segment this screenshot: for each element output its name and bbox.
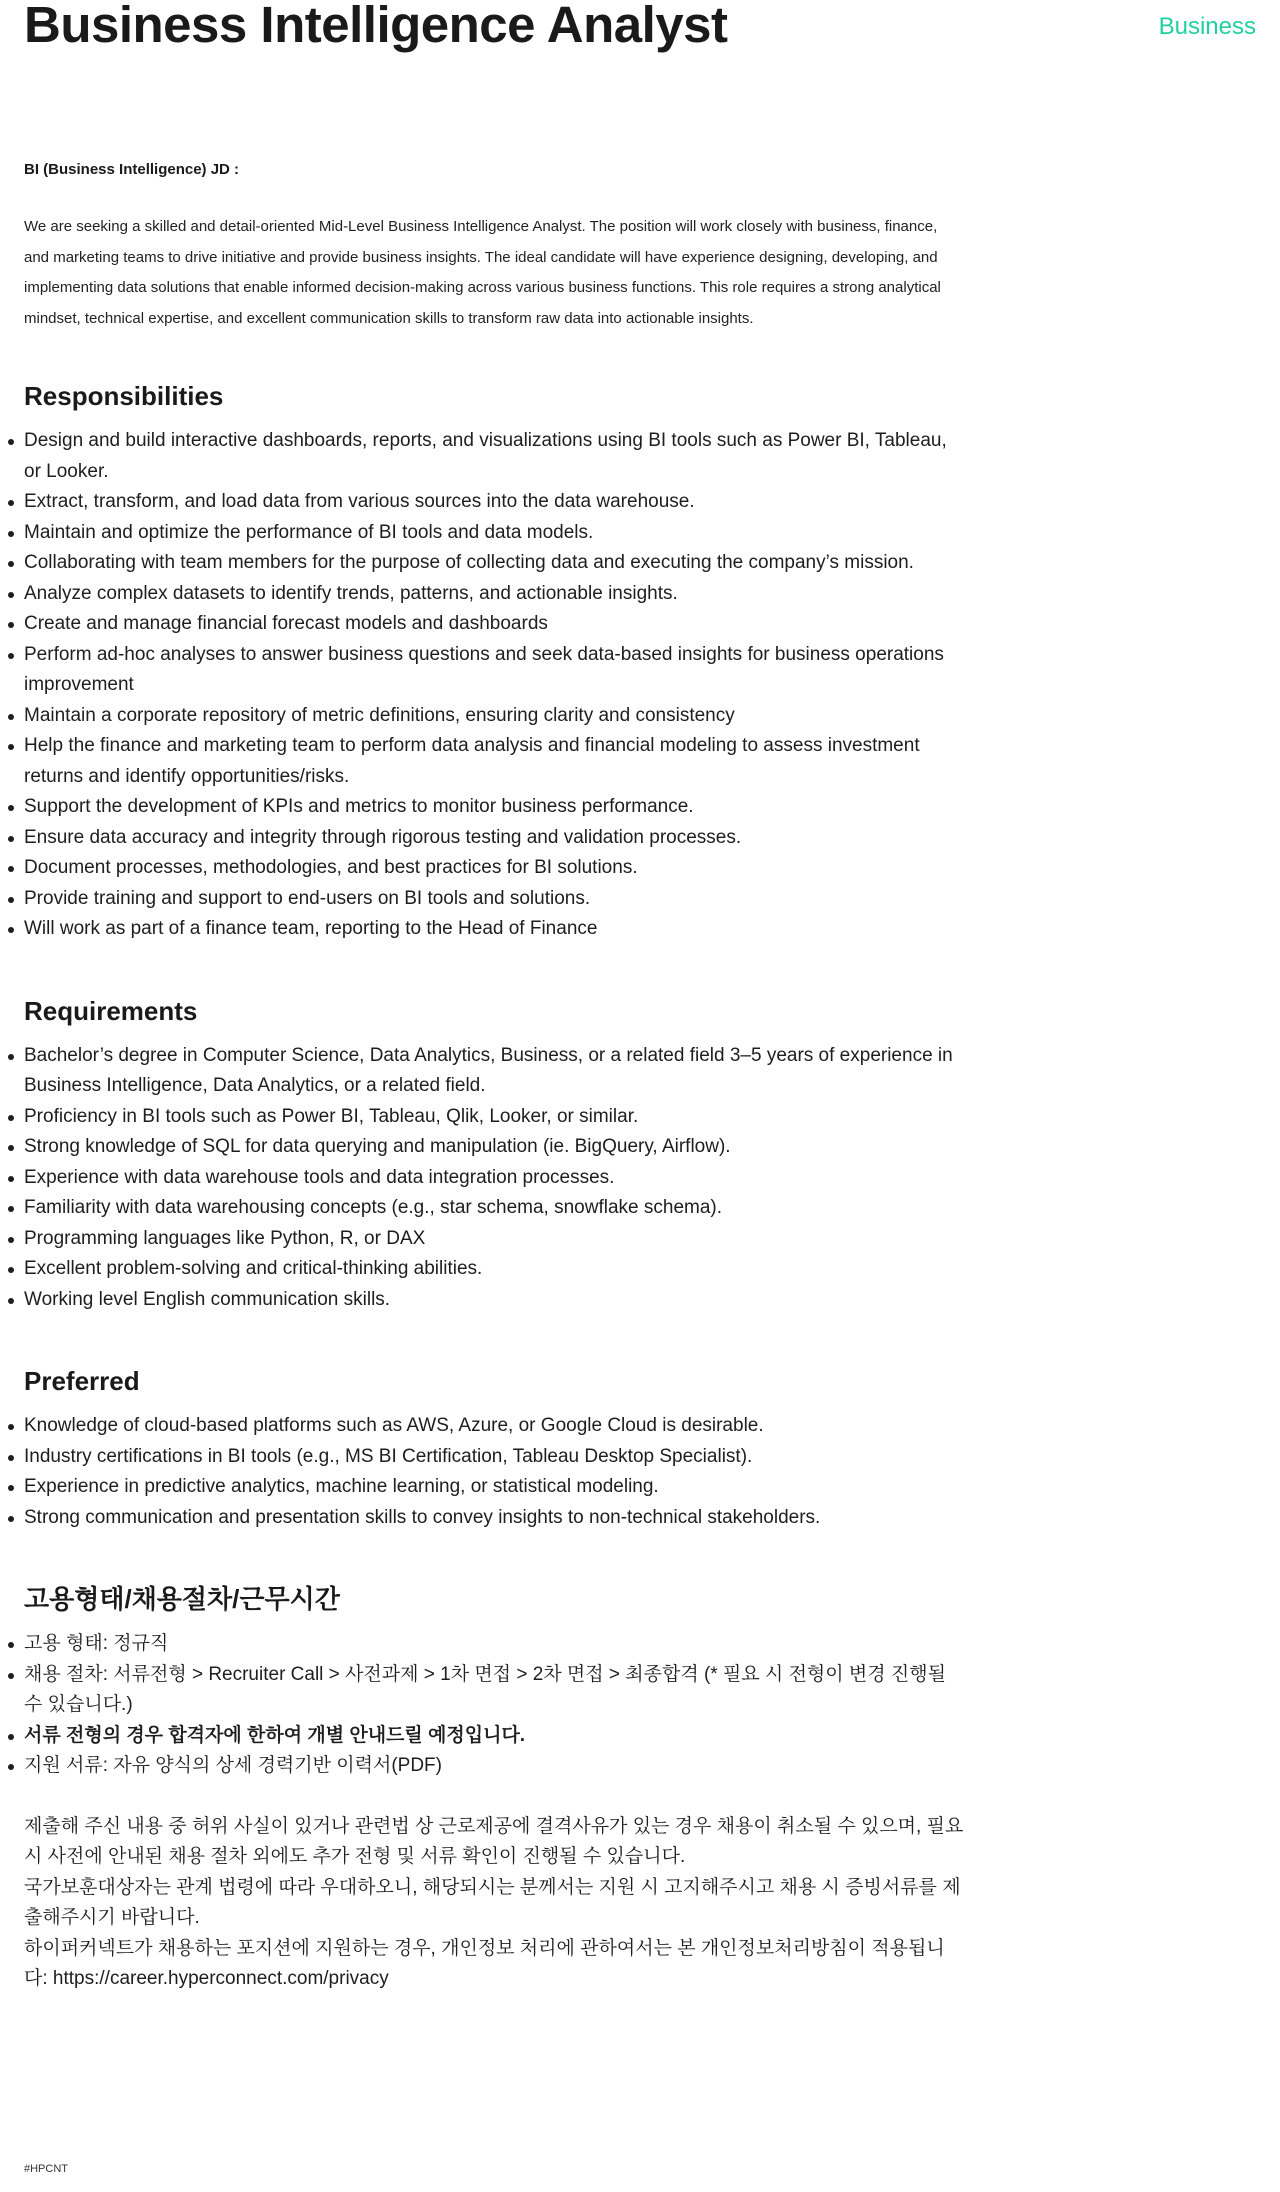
- note-paragraph: 하이퍼커넥트가 채용하는 포지션에 지원하는 경우, 개인정보 처리에 관하여서는 본 개인정보처리방침이 적용됩니다: https://career.hyperconnect.com/privacy: [24, 1937, 945, 1989]
- list-item: Analyze complex datasets to identify trends, patterns, and actionable insights.: [24, 579, 964, 610]
- hashtag: #HPCNT: [24, 2163, 69, 2175]
- list-item: Strong communication and presentation skills to convey insights to non-technical stakeholders.: [24, 1503, 964, 1534]
- list-item: Maintain and optimize the performance of BI tools and data models.: [24, 518, 964, 549]
- list-item: Support the development of KPIs and metrics to monitor business performance.: [24, 792, 964, 823]
- preferred-section: [24, 1365, 964, 1533]
- note-paragraph: 국가보훈대상자는 관계 법령에 따라 우대하오니, 해당되시는 분께서는 지원 시 고지해주시고 채용 시 증빙서류를 제출해주시기 바랍니다.: [24, 1876, 961, 1928]
- list-item: Bachelor’s degree in Computer Science, Data Analytics, Business, or a related field 3–5 years of experience in Business Intelligence, Data Analytics, or a related field.: [24, 1041, 964, 1102]
- list-item: Maintain a corporate repository of metric definitions, ensuring clarity and consistency: [24, 701, 964, 732]
- list-item: Document processes, methodologies, and best practices for BI solutions.: [24, 853, 964, 884]
- list-item: 고용 형태: 정규직: [24, 1629, 964, 1660]
- list-item: Experience with data warehouse tools and data integration processes.: [24, 1163, 964, 1194]
- jd-heading: BI (Business Intelligence) JD :: [24, 161, 240, 178]
- intro-text: We are seeking a skilled and detail-oriented Mid-Level Business Intelligence Analyst. The position will work closely with business, finance, and marketing teams to drive initiative and provide business insights. The ideal candidate will have experience designing, developing, and implementing data solutions that enable informed decision-making across various business functions. This role requires a strong analytical mindset, technical expertise, and excellent communication skills to transform raw data into actionable insights.: [24, 218, 941, 327]
- list-item: Experience in predictive analytics, machine learning, or statistical modeling.: [24, 1472, 964, 1503]
- list-item: 지원 서류: 자유 양식의 상세 경력기반 이력서(PDF): [24, 1751, 964, 1782]
- requirements-title: Requirements: [24, 995, 198, 1026]
- note-paragraph: 제출해 주신 내용 중 허위 사실이 있거나 관련법 상 근로제공에 결격사유가 있는 경우 채용이 취소될 수 있으며, 필요시 사전에 안내된 채용 절차 외에도 추가 전형 및 서류 확인이 진행될 수 있습니다.: [24, 1815, 964, 1867]
- list-item: Knowledge of cloud-based platforms such as AWS, Azure, or Google Cloud is desirable.: [24, 1411, 964, 1442]
- list-item: Will work as part of a finance team, reporting to the Head of Finance: [24, 914, 964, 945]
- list-item: Collaborating with team members for the purpose of collecting data and executing the company’s mission.: [24, 548, 964, 579]
- requirements-section: [24, 995, 964, 1316]
- list-item: 서류 전형의 경우 합격자에 한하여 개별 안내드릴 예정입니다.: [24, 1721, 964, 1752]
- employment-list: [24, 1629, 964, 1782]
- list-item: Perform ad-hoc analyses to answer business questions and seek data-based insights for business operations improvement: [24, 640, 964, 701]
- list-item: Excellent problem-solving and critical-thinking abilities.: [24, 1254, 964, 1285]
- list-item: Extract, transform, and load data from various sources into the data warehouse.: [24, 487, 964, 518]
- responsibilities-section: [24, 380, 964, 945]
- list-item: Help the finance and marketing team to perform data analysis and financial modeling to assess investment returns and identify opportunities/risks.: [24, 731, 964, 792]
- list-item: Working level English communication skills.: [24, 1285, 964, 1316]
- list-item: Create and manage financial forecast models and dashboards: [24, 609, 964, 640]
- list-item: Industry certifications in BI tools (e.g., MS BI Certification, Tableau Desktop Specialist).: [24, 1442, 964, 1473]
- employment-section: [24, 1583, 964, 1782]
- preferred-list: [24, 1411, 964, 1533]
- preferred-title: Preferred: [24, 1366, 140, 1396]
- list-item: Programming languages like Python, R, or DAX: [24, 1224, 964, 1255]
- responsibilities-list: [24, 426, 964, 945]
- list-item: Strong knowledge of SQL for data querying and manipulation (ie. BigQuery, Airflow).: [24, 1132, 964, 1163]
- list-item: Ensure data accuracy and integrity through rigorous testing and validation processes.: [24, 823, 964, 854]
- notes: [24, 1812, 964, 1995]
- category-link[interactable]: Business: [1158, 13, 1256, 40]
- requirements-list: [24, 1041, 964, 1316]
- responsibilities-title: Responsibilities: [24, 381, 224, 411]
- list-item: 채용 절차: 서류전형 > Recruiter Call > 사전과제 > 1차 면접 > 2차 면접 > 최종합격 (* 필요 시 전형이 변경 진행될 수 있습니다.): [24, 1660, 964, 1721]
- job-description: [24, 155, 964, 1995]
- list-item: Familiarity with data warehousing concepts (e.g., star schema, snowflake schema).: [24, 1193, 964, 1224]
- list-item: Design and build interactive dashboards, reports, and visualizations using BI tools such as Power BI, Tableau, or Looker.: [24, 426, 964, 487]
- list-item: Provide training and support to end-users on BI tools and solutions.: [24, 884, 964, 915]
- employment-title: 고용형태/채용절차/근무시간: [24, 1584, 340, 1614]
- list-item: Proficiency in BI tools such as Power BI, Tableau, Qlik, Looker, or similar.: [24, 1102, 964, 1133]
- page-title: Business Intelligence Analyst: [24, 0, 728, 53]
